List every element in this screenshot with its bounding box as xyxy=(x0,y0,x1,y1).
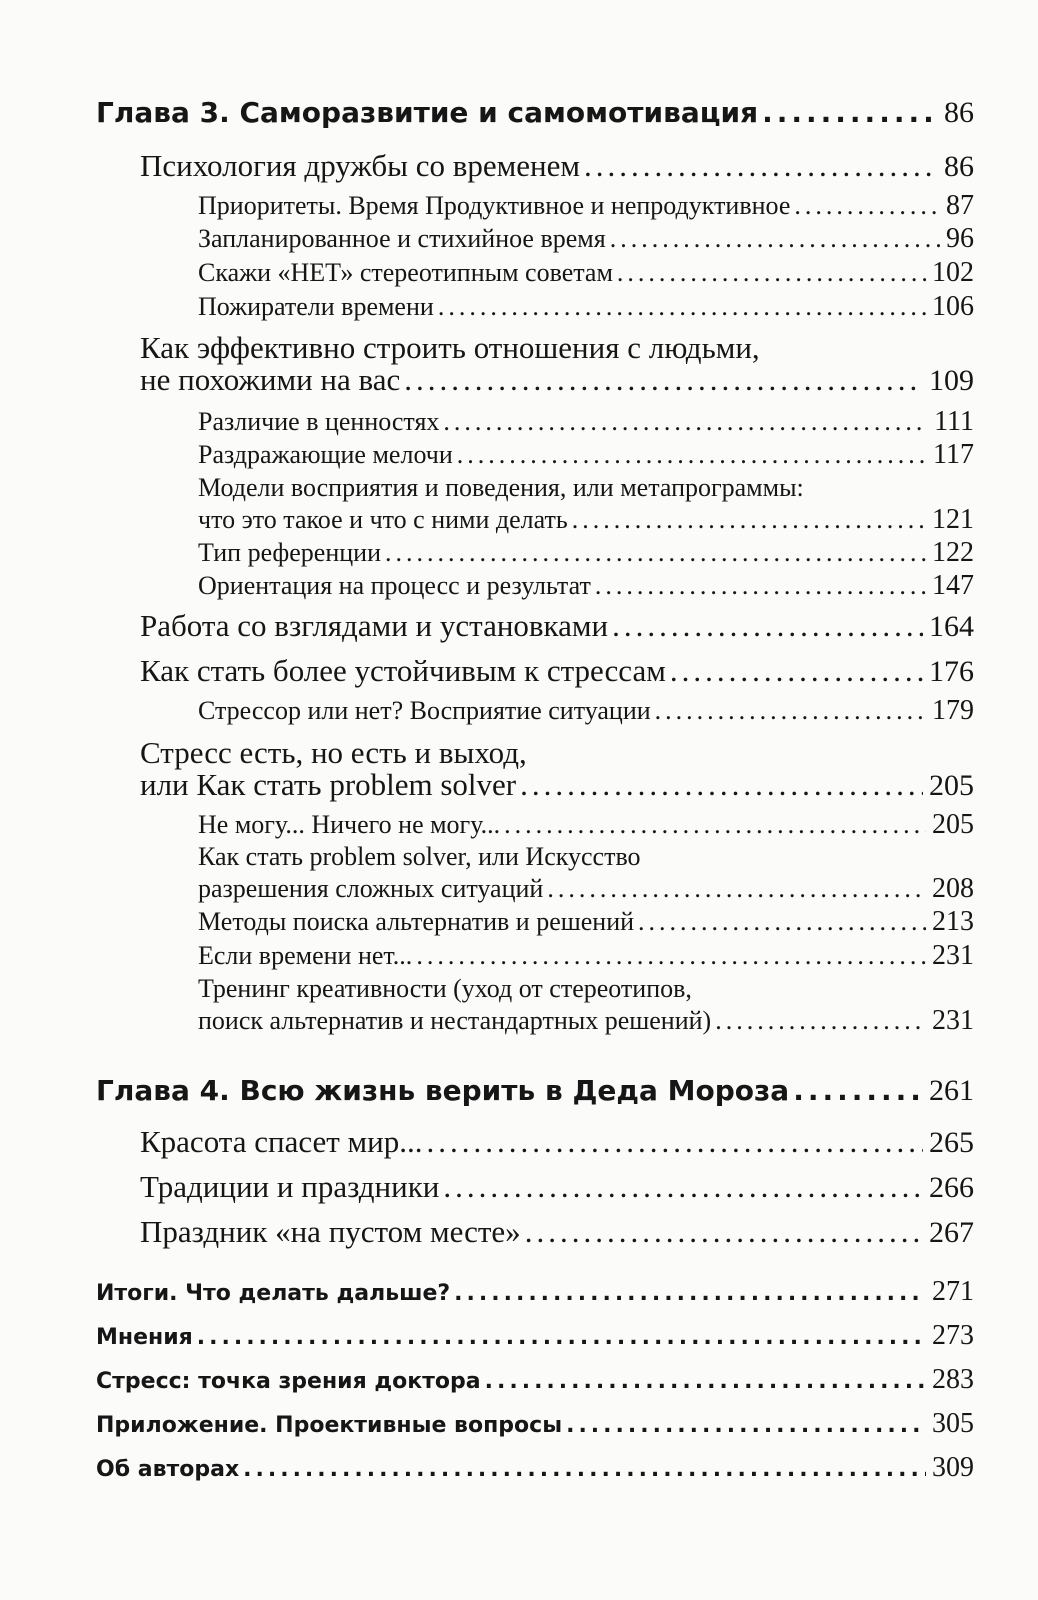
entry-title: или Как стать problem solver xyxy=(140,767,517,802)
entry-page: 261 xyxy=(929,1074,974,1107)
toc-entry-backmatter xyxy=(96,1364,974,1396)
entry-page: 266 xyxy=(929,1171,974,1204)
toc-entry xyxy=(140,362,974,398)
entry-title: Красота спасет мир... xyxy=(140,1124,423,1159)
dot-leader xyxy=(793,1074,923,1107)
dot-leader xyxy=(443,407,928,437)
entry-title: разрешения сложных ситуаций xyxy=(198,874,544,903)
entry-page: 231 xyxy=(932,1005,974,1036)
entry-title: Праздник «на пустом месте» xyxy=(140,1214,521,1249)
dot-leader xyxy=(385,538,926,568)
entry-title: Традиции и праздники xyxy=(140,1169,440,1204)
entry-title: Если времени нет... xyxy=(198,941,413,970)
toc-entry xyxy=(198,439,974,471)
entry-title: Итоги. Что делать дальше? xyxy=(96,1281,451,1306)
toc-entry xyxy=(140,1169,974,1205)
entry-page: 208 xyxy=(932,873,974,904)
toc-entry-first-line: Как эффективно строить отношения с людьми, xyxy=(140,330,760,365)
toc-entry-backmatter xyxy=(96,1320,974,1352)
toc-entry xyxy=(140,1214,974,1250)
entry-title: Стрессор или нет? Восприятие ситуации xyxy=(198,696,651,725)
entry-title: Работа со взглядами и установками xyxy=(140,608,609,643)
dot-leader xyxy=(485,1369,926,1394)
toc-entry xyxy=(198,223,974,255)
entry-title: Пожиратели времени xyxy=(198,292,434,321)
entry-title: что это такое и что с ними делать xyxy=(198,505,568,534)
toc-entry xyxy=(198,1005,974,1037)
dot-leader xyxy=(404,362,923,398)
toc-entry xyxy=(140,608,974,644)
dot-leader xyxy=(525,1214,923,1250)
dot-leader xyxy=(504,810,926,840)
entry-title: Методы поиска альтернатив и решений xyxy=(198,907,635,936)
toc-entry-first-line: Тренинг креативности (уход от стереотипов, xyxy=(198,974,692,1003)
entry-title: Приоритеты. Время Продуктивное и непродуктивное xyxy=(198,191,791,220)
toc-entry-chapter-3 xyxy=(96,96,974,130)
entry-page: 96 xyxy=(946,223,974,254)
entry-page: 205 xyxy=(932,809,974,840)
toc-entry xyxy=(198,873,974,905)
entry-page: 305 xyxy=(932,1408,974,1439)
toc-entry xyxy=(198,257,974,289)
dot-leader xyxy=(670,653,923,689)
entry-title: Об авторах xyxy=(96,1457,240,1482)
toc-entry xyxy=(198,906,974,938)
entry-page: 179 xyxy=(932,695,974,726)
entry-title: Глава 3. Саморазвитие и самомотивация xyxy=(96,96,759,129)
toc-entry xyxy=(198,570,974,602)
entry-page: 164 xyxy=(929,610,974,643)
dot-leader xyxy=(454,1281,926,1306)
entry-page: 205 xyxy=(929,769,974,802)
dot-leader xyxy=(547,874,926,904)
dot-leader xyxy=(438,292,926,322)
entry-page: 283 xyxy=(932,1364,974,1395)
entry-title: Приложение. Проективные вопросы xyxy=(96,1413,563,1438)
dot-leader xyxy=(572,505,926,535)
toc-entry xyxy=(140,767,974,803)
entry-page: 86 xyxy=(944,150,974,183)
toc-entry xyxy=(198,504,974,536)
entry-title: Психология дружбы со временем xyxy=(140,148,580,183)
toc-entry-first-line: Как стать problem solver, или Искусство xyxy=(198,842,641,871)
entry-title: Запланированное и стихийное время xyxy=(198,224,606,253)
entry-title: Ориентация на процесс и результат xyxy=(198,571,591,600)
dot-leader xyxy=(566,1413,926,1438)
entry-title: Мнения xyxy=(96,1325,193,1350)
dot-leader xyxy=(715,1006,926,1036)
toc-entry xyxy=(140,653,974,689)
entry-title: Тип референции xyxy=(198,538,382,567)
toc-entry xyxy=(198,695,974,727)
dot-leader xyxy=(610,224,940,254)
toc-entry xyxy=(198,406,974,438)
dot-leader xyxy=(617,258,926,288)
entry-page: 273 xyxy=(932,1320,974,1351)
entry-title: поиск альтернатив и нестандартных решений) xyxy=(198,1006,712,1035)
entry-page: 267 xyxy=(929,1216,974,1249)
toc-entry xyxy=(198,940,974,972)
dot-leader xyxy=(655,696,926,726)
dot-leader xyxy=(595,571,926,601)
toc-entry-backmatter xyxy=(96,1452,974,1484)
dot-leader xyxy=(443,1169,923,1205)
dot-leader xyxy=(426,1124,923,1160)
toc-entry-backmatter xyxy=(96,1408,974,1440)
dot-leader xyxy=(243,1457,926,1482)
dot-leader xyxy=(612,608,923,644)
toc-entry-chapter-4 xyxy=(96,1074,974,1108)
entry-page: 106 xyxy=(932,291,974,322)
dot-leader xyxy=(638,907,926,937)
entry-page: 121 xyxy=(932,504,974,535)
entry-page: 109 xyxy=(929,364,974,397)
toc-entry xyxy=(198,537,974,569)
entry-title: не похожими на вас xyxy=(140,362,401,397)
dot-leader xyxy=(197,1325,926,1350)
entry-page: 147 xyxy=(932,570,974,601)
entry-title: Скажи «НЕТ» стереотипным советам xyxy=(198,258,613,287)
entry-page: 265 xyxy=(929,1126,974,1159)
dot-leader xyxy=(520,767,923,803)
entry-title: Глава 4. Всю жизнь верить в Деда Мороза xyxy=(96,1074,790,1107)
toc-entry xyxy=(198,291,974,323)
entry-page: 309 xyxy=(932,1452,974,1483)
dot-leader xyxy=(416,941,926,971)
toc-entry-backmatter xyxy=(96,1276,974,1308)
entry-page: 102 xyxy=(932,257,974,288)
entry-page: 231 xyxy=(932,940,974,971)
toc-entry xyxy=(198,190,974,222)
entry-page: 213 xyxy=(932,906,974,937)
entry-page: 86 xyxy=(944,96,974,129)
entry-title: Не могу... Ничего не могу... xyxy=(198,810,501,839)
dot-leader xyxy=(794,191,940,221)
dot-leader xyxy=(457,440,927,470)
toc-entry-first-line: Стресс есть, но есть и выход, xyxy=(140,735,527,770)
entry-page: 111 xyxy=(934,406,974,437)
toc-entry xyxy=(140,148,974,184)
entry-title: Как стать более устойчивым к стрессам xyxy=(140,653,666,688)
entry-page: 87 xyxy=(946,190,974,221)
toc-entry xyxy=(198,809,974,841)
toc-entry xyxy=(140,1124,974,1160)
entry-page: 122 xyxy=(932,537,974,568)
entry-page: 271 xyxy=(932,1276,974,1307)
entry-title: Различие в ценностях xyxy=(198,407,440,436)
entry-page: 176 xyxy=(929,655,974,688)
toc-entry-first-line: Модели восприятия и поведения, или метапрограммы: xyxy=(198,473,804,502)
entry-page: 117 xyxy=(933,439,974,470)
dot-leader xyxy=(584,148,938,184)
entry-title: Стресс: точка зрения доктора xyxy=(96,1369,481,1394)
dot-leader xyxy=(762,96,938,129)
entry-title: Раздражающие мелочи xyxy=(198,440,453,469)
